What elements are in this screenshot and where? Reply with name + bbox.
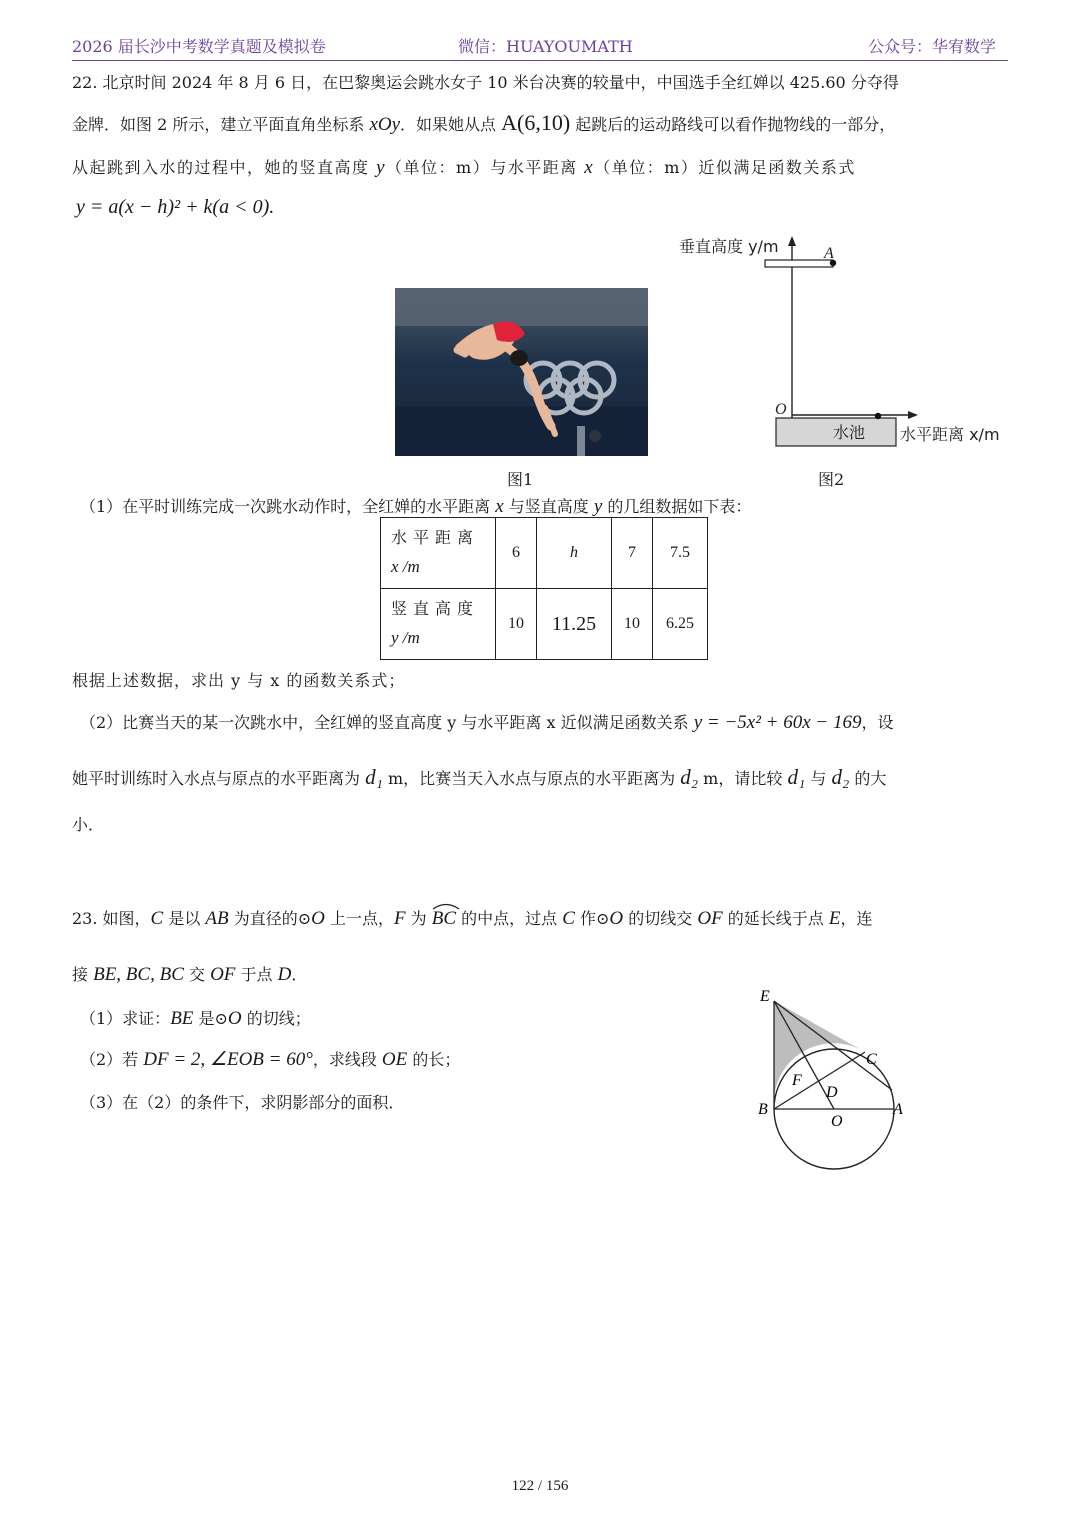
table-cell: 10: [612, 589, 653, 660]
q23-text: ，求线段: [312, 1050, 382, 1069]
table-cell: h: [537, 518, 612, 589]
q22-part2-text-g: 的大: [849, 769, 887, 788]
q22-line1: 22. 北京时间 2024 年 8 月 6 日，在巴黎奥运会跳水女子 10 米台决赛的较量中，中国选手全红婵以 425.60 分夺得: [72, 73, 899, 92]
q22-part2-text-c: 她平时训练时入水点与原点的水平距离为: [72, 769, 366, 788]
q23-var: OE: [381, 1049, 408, 1070]
q22-part2-line3: 小．: [72, 815, 105, 834]
q22-part2-text-b: ，设: [861, 713, 894, 732]
q23-text: 的中点，过点: [456, 909, 563, 928]
q23-sub3: （3）在（2）的条件下，求阴影部分的面积．: [80, 1093, 405, 1112]
diver-photo-drawing: [395, 288, 648, 456]
q22-line3-text-e: （单位：m）近似满足函数关系式: [594, 158, 856, 177]
table-cell: 6.25: [653, 589, 708, 660]
q23-text: 的切线交: [623, 909, 698, 928]
q23-text: 于点: [235, 965, 278, 984]
q22-part2-formula: y = −5x² + 60x − 169: [693, 712, 862, 733]
diver-photo: [395, 288, 648, 456]
q23-text: ，连: [840, 909, 873, 928]
header-title: 2026 届长沙中考数学真题及模拟卷: [72, 37, 326, 56]
q22-part1-text-e: 的几组数据如下表：: [602, 497, 752, 516]
fig2-platform: [765, 260, 833, 267]
fig2-diagram: [660, 228, 1020, 460]
q23-var: C: [562, 908, 575, 929]
q23-var: OF: [210, 964, 236, 985]
fig2-origin: O: [775, 401, 787, 418]
q23-text: 作⊙: [574, 909, 610, 928]
table-cell: 7: [612, 518, 653, 589]
fig2-x-arrow-icon: [908, 411, 918, 419]
header-account: 公众号：华宥数学: [867, 37, 996, 56]
q23-text: 上一点，: [324, 909, 394, 928]
q23-var: BE: [170, 1008, 194, 1029]
q23-var: O: [227, 1008, 242, 1029]
q23-text: 23. 如图，: [72, 909, 151, 928]
fig2-label-a: A: [824, 245, 834, 262]
table-cell: 7.5: [653, 518, 708, 589]
q23-text: 交: [183, 965, 211, 984]
q22-part2-text-a: （2）比赛当天的某一次跳水中，全红婵的竖直高度 y 与水平距离 x 近似满足函数关系: [80, 713, 694, 732]
q22-part2-text-f: 与: [805, 769, 832, 788]
q23-var: AB: [205, 908, 229, 929]
q22-formula: y = a(x − h)² + k(a < 0).: [76, 196, 275, 218]
q22-coord-system: xOy: [369, 114, 401, 135]
q22-line3-text-a: 从起跳到入水的过程中，她的竖直高度: [72, 158, 377, 177]
q23-figure: [752, 984, 912, 1174]
q23-var: F: [393, 908, 406, 929]
q22-part2-d1: d₁: [365, 765, 383, 789]
fig2-x-label: 水平距离 x/m: [900, 425, 1000, 444]
table-head-y: [381, 589, 496, 660]
fig1-caption: 图1: [507, 470, 534, 489]
label-f: F: [792, 1072, 802, 1089]
q22-part2-line1: [80, 710, 893, 734]
q22-part1-intro: [80, 494, 751, 518]
q22-line2-text-e: 起跳后的运动路线可以看作抛物线的一部分，: [570, 115, 896, 134]
data-table: [380, 517, 708, 660]
q23-var: O: [311, 908, 325, 929]
q22-line2: [72, 110, 895, 136]
table-cell: 10: [496, 589, 537, 660]
table-cell: 6: [496, 518, 537, 589]
q22-point-a: A(6,10): [501, 110, 571, 135]
page-header: [72, 34, 1008, 61]
label-c: C: [866, 1051, 877, 1068]
fig2-caption: 图2: [818, 470, 845, 489]
q23-line2: [72, 962, 307, 986]
q23-text: （1）求证：: [80, 1009, 171, 1028]
q23-var: DF = 2, ∠EOB = 60°: [143, 1049, 313, 1070]
table-row: [381, 589, 708, 660]
q23-var: D: [277, 964, 292, 985]
q22-part2-d1-compare: d₁: [787, 765, 806, 789]
fig2-y-label: 垂直高度 y/m: [679, 237, 779, 256]
q22-part1-y: y: [593, 496, 603, 517]
q22-part1-x: x: [495, 496, 504, 517]
q23-text: （2）若: [80, 1050, 144, 1069]
q23-var: C: [150, 908, 164, 929]
q22-part2-text-e: m，请比较: [698, 769, 788, 788]
q23-arc-label: BC: [431, 908, 457, 929]
q23-text: 是以: [163, 909, 206, 928]
q23-sub1: [80, 1006, 311, 1030]
q23-text: 的切线；: [241, 1009, 311, 1028]
q23-text: ．: [291, 965, 308, 984]
q23-var: OF: [697, 908, 723, 929]
q23-text: 的延长线于点: [722, 909, 829, 928]
q22-part2-line2: [72, 765, 886, 790]
q23-text: 为: [405, 909, 432, 928]
q22-line2-text-c: ．如果她从点: [400, 115, 502, 134]
table-head-x: [381, 518, 496, 589]
q23-text: 为直径的⊙: [228, 909, 312, 928]
fig2-y-arrow-icon: [788, 236, 796, 246]
q22-line3-text-c: （单位：m）与水平距离: [386, 158, 585, 177]
label-d: D: [826, 1084, 838, 1101]
header-wechat: 微信：HUAYOUMATH: [458, 37, 633, 56]
q22-part1-text-a: （1）在平时训练完成一次跳水动作时，全红婵的水平距离: [80, 497, 496, 516]
label-e: E: [760, 988, 770, 1005]
label-o: O: [831, 1113, 843, 1130]
label-b: B: [758, 1101, 768, 1118]
label-a: A: [893, 1101, 903, 1118]
q22-part1-text-c: 与竖直高度: [503, 497, 594, 516]
q23-var: O: [609, 908, 624, 929]
q22-part2-text-d: m，比赛当天入水点与原点的水平距离为: [382, 769, 681, 788]
q23-var: BE, BC, BC: [93, 964, 184, 985]
q22-part2-d2: d₂: [680, 765, 699, 789]
q23-text: 是⊙: [193, 1009, 228, 1028]
q23-arc-bc: [432, 908, 456, 930]
q22-var-y: y: [376, 157, 387, 178]
q23-sub2: [80, 1047, 460, 1071]
table-head-y-label: 竖直高度: [391, 601, 480, 618]
table-head-x-label: 水平距离: [391, 530, 480, 547]
q23-var: E: [828, 908, 841, 929]
table-row: [381, 518, 708, 589]
page-number: 122 / 156: [511, 1478, 569, 1494]
q22-line2-text-a: 金牌．如图 2 所示，建立平面直角坐标系: [72, 115, 370, 134]
q22-line3: [72, 155, 856, 179]
q22-var-x: x: [584, 157, 595, 178]
table-head-y-unit: y /m: [391, 628, 420, 647]
fig2-pool-label: 水池: [833, 423, 866, 442]
q23-text: 的长；: [407, 1050, 461, 1069]
table-cell: 11.25: [537, 589, 612, 660]
table-head-x-unit: x /m: [391, 557, 420, 576]
q23-line1: [72, 906, 872, 930]
q22-part1-end: 根据上述数据，求出 y 与 x 的函数关系式；: [72, 671, 406, 690]
arc-symbol-icon: [432, 902, 460, 910]
q23-text: 接: [72, 965, 94, 984]
fig2-water-entry-dot: [875, 413, 881, 419]
q22-part2-d2-compare: d₂: [831, 765, 850, 789]
